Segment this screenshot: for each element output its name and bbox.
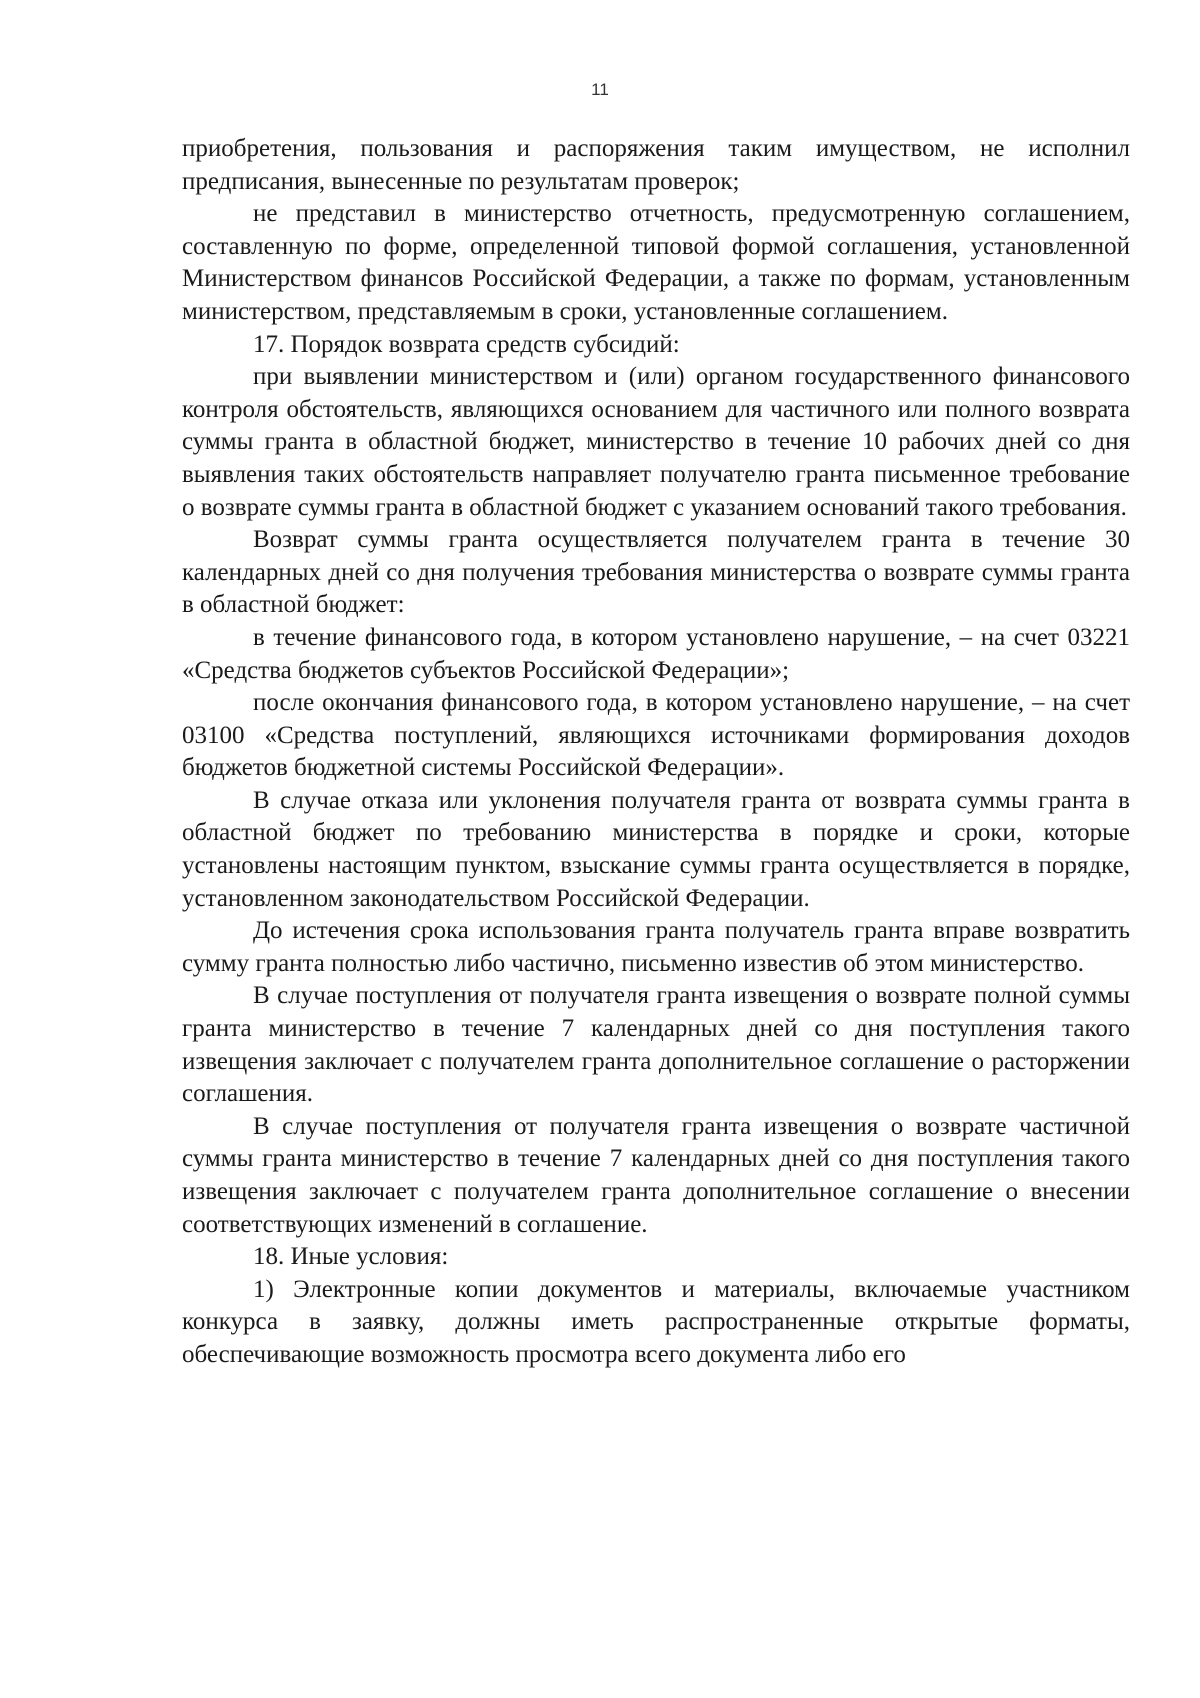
paragraph-return-term: Возврат суммы гранта осуществляется получателем гранта в течение 30 календарных дней со дня получения требования министерства о возврате суммы гранта в областной бюджет: — [182, 526, 1130, 619]
section-heading-18: 18. Иные условия: — [253, 1243, 449, 1271]
paragraph-detection: при выявлении министерством и (или) органом государственного финансового контроля обстоятельств, являющихся основанием для частичного или полного возврата суммы гранта в областной бюджет, министерство в течение 10 рабочих дней со дня выявления таких обстоятельств направляет получателю гранта письменное требование о возврате суммы гранта в областной бюджет с указанием оснований такого требования. — [182, 363, 1130, 521]
paragraph-voluntary-return: До истечения срока использования гранта получатель гранта вправе возвратить сумму гранта полностью либо частично, письменно известив об этом министерство. — [182, 917, 1130, 977]
paragraph-reporting: не представил в министерство отчетность, предусмотренную соглашением, составленную по форме, определенной типовой формой соглашения, установленной Министерством финансов Российской Федерации, а также по формам, установленным министерством, представляемым в сроки, установленные соглашением. — [182, 200, 1130, 325]
paragraph-account-03100: после окончания финансового года, в котором установлено нарушение, – на счет 03100 «Средства поступлений, являющихся источниками формирования доходов бюджетов бюджетной системы Российской Федерации». — [182, 689, 1130, 782]
paragraph-electronic-copies: 1) Электронные копии документов и материалы, включаемые участником конкурса в заявку, должны иметь распространенные открытые форматы, обеспечивающие возможность просмотра всего документа либо его — [182, 1275, 1130, 1368]
paragraph-partial-return: В случае поступления от получателя гранта извещения о возврате частичной суммы гранта министерство в течение 7 календарных дней со дня поступления такого извещения заключает с получателем гранта дополнительное соглашение о внесении соответствующих изменений в соглашение. — [182, 1112, 1130, 1238]
paragraph-account-03221: в течение финансового года, в котором установлено нарушение, – на счет 03221 «Средства бюджетов субъектов Российской Федерации»; — [182, 623, 1130, 684]
paragraph-full-return: В случае поступления от получателя гранта извещения о возврате полной суммы гранта министерство в течение 7 календарных дней со дня поступления такого извещения заключает с получателем гранта дополнительное соглашение о расторжении соглашения. — [182, 982, 1130, 1108]
section-heading-17: 17. Порядок возврата средств субсидий: — [253, 330, 680, 358]
page-number: 11 — [591, 80, 609, 99]
document-body — [182, 133, 1130, 1372]
paragraph-refusal: В случае отказа или уклонения получателя гранта от возврата суммы гранта в областной бюджет по требованию министерства в порядке и сроки, которые установлены настоящим пунктом, взыскание суммы гранта осуществляется в порядке, установленном законодательством Российской Федерации. — [182, 786, 1130, 912]
paragraph-continuation: приобретения, пользования и распоряжения таким имуществом, не исполнил предписания, вынесенные по результатам проверок; — [182, 135, 1130, 195]
